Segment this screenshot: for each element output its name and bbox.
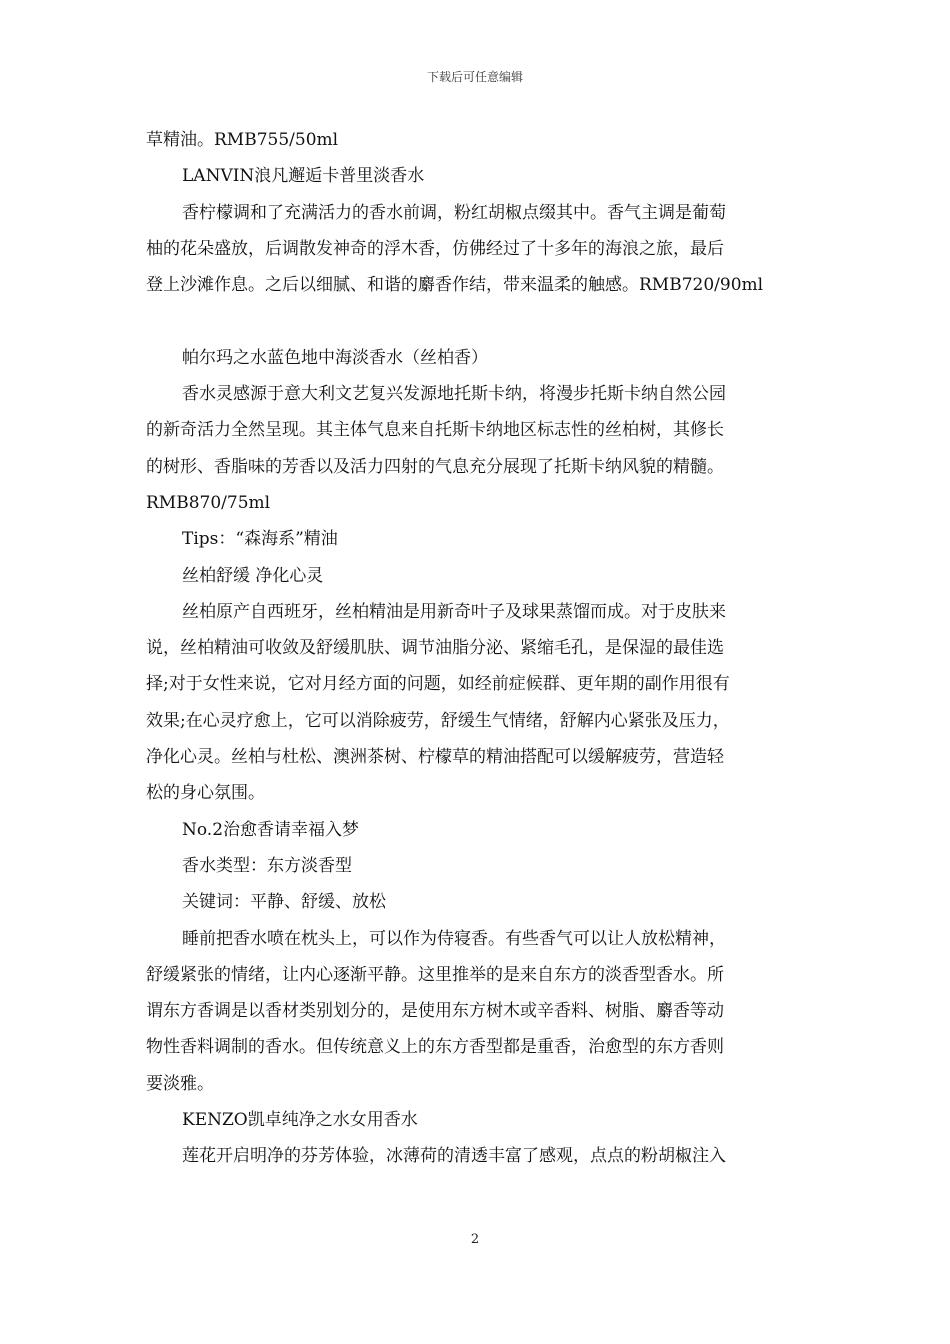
body-line: RMB870/75ml xyxy=(146,492,271,513)
page-header: 下载后可任意编辑 xyxy=(426,70,523,84)
section-subtitle: 丝柏舒缓 净化心灵 xyxy=(182,565,324,586)
perfume-type: 香水类型：东方淡香型 xyxy=(182,855,352,876)
document-body xyxy=(146,122,826,1175)
body-line: 说，丝柏精油可收敛及舒缓肌肤、调节油脂分泌、紧缩毛孔，是保湿的最佳选 xyxy=(146,638,724,659)
body-line: 香柠檬调和了充满活力的香水前调，粉红胡椒点缀其中。香气主调是葡萄 xyxy=(182,202,726,223)
body-line: 物性香料调制的香水。但传统意义上的东方香型都是重香，治愈型的东方香则 xyxy=(146,1037,724,1058)
section-heading-no2: No.2治愈香请幸福入梦 xyxy=(182,819,360,840)
body-line: 的树形、香脂味的芳香以及活力四射的气息充分展现了托斯卡纳风貌的精髓。 xyxy=(146,456,724,477)
body-line: 草精油。RMB755/50ml xyxy=(146,130,339,150)
body-line: 莲花开启明净的芬芳体验，冰薄荷的清透丰富了感观，点点的粉胡椒注入 xyxy=(182,1146,726,1167)
body-line: 净化心灵。丝柏与杜松、澳洲茶树、柠檬草的精油搭配可以缓解疲劳，营造轻 xyxy=(146,747,724,768)
perfume-title-lanvin: LANVIN浪凡邂逅卡普里淡香水 xyxy=(182,166,425,187)
body-line: 睡前把香水喷在枕头上，可以作为侍寝香。有些香气可以让人放松精神， xyxy=(182,928,726,949)
page-number: 2 xyxy=(470,1232,480,1247)
body-line: 舒缓紧张的情绪，让内心逐渐平静。这里推举的是来自东方的淡香型香水。所 xyxy=(146,964,724,985)
perfume-title-kenzo: KENZO凯卓纯净之水女用香水 xyxy=(182,1110,418,1131)
body-line: 松的身心氛围。 xyxy=(146,783,265,804)
body-line: 择;对于女性来说，它对月经方面的问题，如经前症候群、更年期的副作用很有 xyxy=(146,674,730,695)
tips-heading: Tips：“森海系”精油 xyxy=(182,529,338,550)
body-line: 登上沙滩作息。之后以细腻、和谐的麝香作结，带来温柔的触感。RMB720/90ml xyxy=(146,275,764,296)
body-line: 的新奇活力全然呈现。其主体气息来自托斯卡纳地区标志性的丝柏树，其修长 xyxy=(146,420,724,441)
perfume-title-acqua-di-parma: 帕尔玛之水蓝色地中海淡香水（丝柏香） xyxy=(182,347,488,368)
body-line: 谓东方香调是以香材类别划分的，是使用东方树木或辛香料、树脂、麝香等动 xyxy=(146,1001,724,1022)
body-line: 要淡雅。 xyxy=(146,1073,214,1094)
keywords: 关键词：平静、舒缓、放松 xyxy=(182,892,386,913)
blank-line xyxy=(146,303,826,339)
body-line: 效果;在心灵疗愈上，它可以消除疲劳，舒缓生气情绪，舒解内心紧张及压力， xyxy=(146,710,730,731)
body-line: 柚的花朵盛放，后调散发神奇的浮木香，仿佛经过了十多年的海浪之旅，最后 xyxy=(146,238,724,259)
body-line: 香水灵感源于意大利文艺复兴发源地托斯卡纳，将漫步托斯卡纳自然公园 xyxy=(182,384,726,405)
body-line: 丝柏原产自西班牙，丝柏精油是用新奇叶子及球果蒸馏而成。对于皮肤来 xyxy=(182,601,726,622)
